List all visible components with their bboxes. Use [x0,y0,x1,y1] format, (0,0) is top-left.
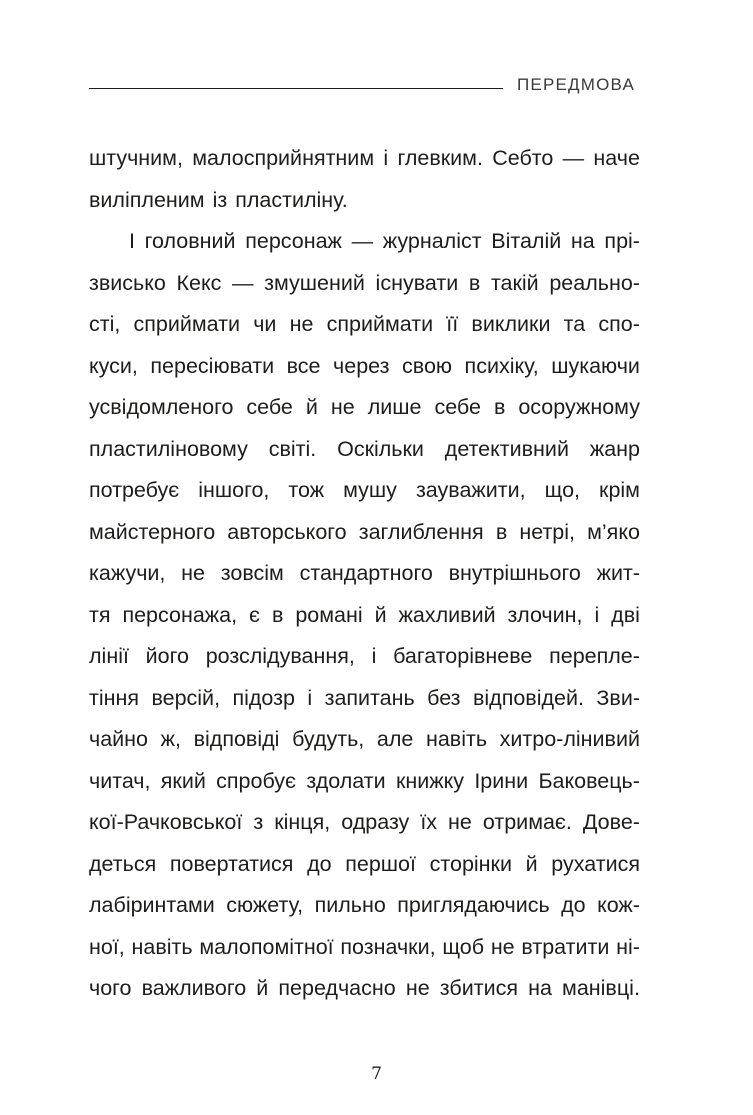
running-header-title: ПЕРЕДМОВА [517,75,636,94]
text-line [89,885,640,927]
word: одразу [341,810,410,834]
word: персонажа, [122,602,238,627]
word: збитися [439,976,518,1000]
word: спробує [216,768,297,793]
text-line [89,429,640,471]
word: такій [490,270,539,295]
word: Дове- [582,810,640,834]
word: отримає. [482,810,572,834]
word: іншого, [198,478,270,502]
header-rule [89,88,503,89]
text-line [89,180,640,222]
text-line [89,470,640,512]
text-line [89,346,640,388]
text-line [89,927,640,969]
word: до [307,851,332,876]
word: без [427,685,461,710]
word: чи [253,312,277,336]
word: в [495,519,508,544]
word: лабіринтами [89,893,215,917]
word: через [333,353,390,378]
word: штучним, [89,146,183,170]
word: й [525,851,538,876]
word: й [256,976,269,1000]
word: романі [295,602,363,627]
word: важливого [141,976,247,1000]
text-line [89,719,640,761]
word: і [594,602,600,627]
word: куси, [89,353,138,378]
word: Баковець- [538,768,640,793]
word: і [383,146,389,170]
word: Віталій [491,229,562,253]
word: їх [420,810,438,834]
word: психіку, [464,353,539,378]
text-line [89,844,640,886]
word: шукаючи [551,353,640,378]
word: Зви- [596,685,640,710]
word: реально- [549,270,640,295]
word: в [493,395,506,419]
word: рухатися [551,851,640,876]
word: не [448,810,472,834]
word: авторського [227,519,347,544]
word: із [212,187,228,212]
word: й [305,395,318,419]
word: все [286,353,321,378]
word: кінця, [274,810,331,834]
word: існувати [375,270,459,295]
word: книжку [395,768,465,793]
word: і [307,685,313,710]
word: до [561,893,586,917]
word: лінії [89,644,129,668]
word: тя [89,602,111,627]
text-line [89,968,640,1010]
text-line [89,512,640,554]
word: здолати [306,768,386,793]
word: жанр [589,436,640,461]
word: деться [89,851,157,876]
word: усвідомленого [89,395,234,419]
word: змушений [264,270,365,295]
word: мушу [343,478,397,502]
word: сюжету, [226,893,304,917]
word: перепле- [549,644,640,668]
word: потребує [89,478,180,502]
word: м’яко [587,519,640,544]
word: зауважити, [415,478,526,502]
word: на [570,229,595,253]
text-line [89,553,640,595]
word: осоружному [518,395,640,419]
word: — [232,270,254,295]
word: сті, [89,312,121,336]
word: заглиблення [358,519,484,544]
word: версій, [151,685,221,710]
word: приглядаючись [397,893,550,917]
word: позначки, [340,934,436,959]
word: щоб [442,934,485,959]
word: звисько [89,270,166,295]
word: світі. [268,436,317,461]
word: спо- [598,312,640,336]
word: що, [544,478,581,502]
word: є [249,602,261,627]
word: внутрішнього [448,561,581,585]
word: малосприйнятним [192,146,375,170]
word: дві [611,602,640,627]
word: крім [599,478,640,502]
text-line [89,138,640,180]
word: сприймати [133,312,241,336]
word: І [129,229,135,253]
word: ної, [89,934,125,959]
word: тож [288,478,325,502]
text-line [89,263,640,305]
word: майстерного [89,519,216,544]
word: жахливий [398,602,496,627]
word: його [145,644,189,668]
word: себе [434,395,481,419]
word: Ірини [474,768,529,793]
word: читач, [89,768,151,793]
word: на [528,976,552,1000]
word: нетрі, [519,519,576,544]
word: навіть [425,727,488,751]
word: пильно [314,893,386,917]
word: головний [144,229,236,253]
word: чого [89,976,132,1000]
word: Себто [492,146,554,170]
text-line [89,221,640,263]
word: — [562,146,585,170]
word: наче [593,146,640,170]
word: не [490,934,515,959]
word: виклики [471,312,551,336]
word: персонаж [245,229,342,253]
word: Кекс [176,270,222,295]
word: відповіді [193,727,280,751]
word: сторінки [429,851,512,876]
word: відповідей. [472,685,584,710]
word: підозр [232,685,295,710]
word: злочин, [507,602,583,627]
word: з [253,810,264,834]
word: глевким. [397,146,483,170]
text-line [89,802,640,844]
word: передчасно [278,976,396,1000]
text-line [89,387,640,429]
word: і [371,644,377,668]
word: та [563,312,586,336]
word: першої [345,851,416,876]
word: не [330,395,355,419]
word: манівці. [562,976,640,1000]
word: стандартного [299,561,433,585]
word: розслідування, [205,644,355,668]
word: кої-Рачковської [89,810,243,834]
word: який [160,768,206,793]
word: але [376,727,414,751]
word: пластиліну. [235,187,348,212]
word: свою [402,353,453,378]
word: її [446,312,459,336]
word: не [289,312,314,336]
word: в [468,270,481,295]
word: жит- [596,561,640,585]
word: зовсім [220,561,284,585]
word: журналіст [382,229,482,253]
word: тіння [89,685,140,710]
word: сприймати [326,312,434,336]
text-line [89,636,640,678]
word: лише [367,395,422,419]
word: Оскільки [337,436,424,461]
word: в [271,602,284,627]
word: багаторівневе [393,644,533,668]
word: запитань [324,685,415,710]
word: кажучи, [89,561,166,585]
word: й [374,602,387,627]
word: пластиліновому [89,436,248,461]
word: виліпленим [89,187,205,212]
word: навіть [131,934,193,959]
word: повертатися [169,851,294,876]
word: ні- [616,934,640,959]
word: будуть, [292,727,365,751]
word: — [351,229,374,253]
text-line [89,304,640,346]
word: хитро-лінивий [499,727,640,751]
body-text [89,138,640,1010]
word: кож- [597,893,640,917]
word: пересіювати [150,353,275,378]
word: малопомітної [199,934,334,959]
text-line [89,678,640,720]
word: прі- [604,229,640,253]
word: не [405,976,430,1000]
word: не [181,561,206,585]
word: втратити [521,934,610,959]
text-line [89,761,640,803]
page-number: 7 [371,1064,382,1084]
word: себе [246,395,293,419]
word: детективний [444,436,569,461]
word: ж, [160,727,181,751]
word: чайно [89,727,148,751]
text-line [89,595,640,637]
